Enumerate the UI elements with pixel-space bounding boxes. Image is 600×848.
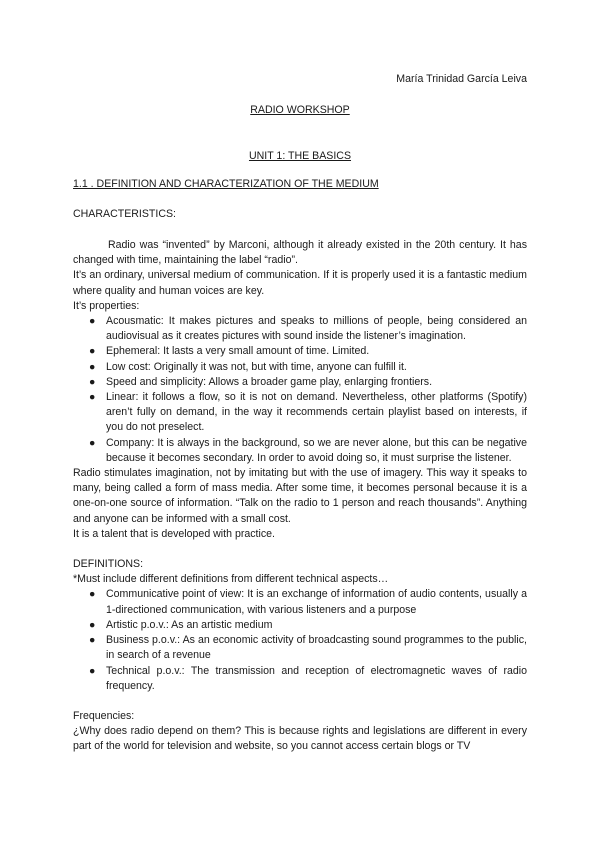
properties-label: It’s properties: bbox=[73, 299, 140, 312]
bullet-icon: ● bbox=[89, 315, 96, 328]
definitions-note: *Must include different definitions from different technical aspects… bbox=[73, 573, 389, 586]
bullet-icon: ● bbox=[89, 634, 96, 647]
definitions-list bbox=[73, 587, 527, 693]
spacer bbox=[73, 694, 527, 709]
characteristics-heading: CHARACTERISTICS: bbox=[73, 207, 177, 220]
unit-title: UNIT 1: THE BASICS bbox=[248, 150, 352, 163]
bullet-icon: ● bbox=[89, 345, 96, 358]
bullet-icon: ● bbox=[89, 391, 96, 404]
bullet-icon: ● bbox=[89, 618, 96, 631]
list-item: ● Linear: it follows a flow, so it is not on demand. Nevertheless, other platforms (Spotify) aren’t fully on demand, in the way it recommends certain playlist based on interests, if you do not preselect. bbox=[89, 391, 527, 434]
list-item: ● Artistic p.o.v.: As an artistic medium bbox=[73, 618, 527, 633]
bullet-icon: ● bbox=[89, 436, 96, 449]
author-name: María Trinidad García Leiva bbox=[396, 73, 527, 85]
document-body bbox=[73, 72, 527, 755]
paragraph: Radio was “invented” by Marconi, although it already existed in the 20th century. It has changed with time, maintaining the label “radio”. bbox=[73, 239, 527, 267]
characteristics-list bbox=[73, 314, 527, 466]
bullet-icon: ● bbox=[89, 360, 96, 373]
spacer bbox=[73, 542, 527, 557]
list-item: ● Business p.o.v.: As an economic activity of broadcasting sound programmes to the public, in search of a revenue bbox=[89, 634, 527, 662]
paragraph: It is a talent that is developed with practice. bbox=[73, 527, 275, 540]
list-item: ● Company: It is always in the background, so we are never alone, but this can be negative because it becomes secondary. In order to avoid doing so, it must surprise the listener. bbox=[89, 436, 527, 464]
frequencies-heading: Frequencies: bbox=[73, 709, 135, 722]
list-item: ● Communicative point of view: It is an exchange of information of audio contents, usually a 1-directioned communication, with various listeners and a purpose bbox=[89, 588, 527, 616]
bullet-icon: ● bbox=[89, 588, 96, 601]
bullet-icon: ● bbox=[89, 375, 96, 388]
section-heading: 1.1 . DEFINITION AND CHARACTERIZATION OF THE MEDIUM bbox=[73, 177, 379, 190]
bullet-icon: ● bbox=[89, 664, 96, 677]
paragraph: It’s an ordinary, universal medium of communication. If it is properly used it is a fantastic medium where quality and human voices are key. bbox=[73, 269, 527, 297]
list-item: ● Technical p.o.v.: The transmission and reception of electromagnetic waves of radio frequency. bbox=[89, 664, 527, 692]
list-item: ● Speed and simplicity: Allows a broader game play, enlarging frontiers. bbox=[73, 375, 527, 390]
paragraph: Radio stimulates imagination, not by imitating but with the use of imagery. This way it speaks to many, being called a form of mass media. After some time, it becomes personal because it is a one-on-one source of information. “Talk on the radio to 1 person and reach thousands”. Anything and anyone can be informed with a small cost. bbox=[73, 467, 527, 525]
paragraph: ¿Why does radio depend on them? This is because rights and legislations are different in every part of the world for television and website, so you cannot access certain blogs or TV bbox=[73, 725, 527, 753]
document-title: RADIO WORKSHOP bbox=[250, 104, 350, 117]
list-item: ● Ephemeral: It lasts a very small amount of time. Limited. bbox=[73, 344, 527, 359]
list-item: ● Acousmatic: It makes pictures and speaks to millions of people, being considered an audiovisual as it creates pictures with sound inside the listener’s imagination. bbox=[89, 315, 527, 343]
list-item: ● Low cost: Originally it was not, but with time, anyone can fulfill it. bbox=[73, 360, 527, 375]
definitions-heading: DEFINITIONS: bbox=[73, 558, 144, 571]
